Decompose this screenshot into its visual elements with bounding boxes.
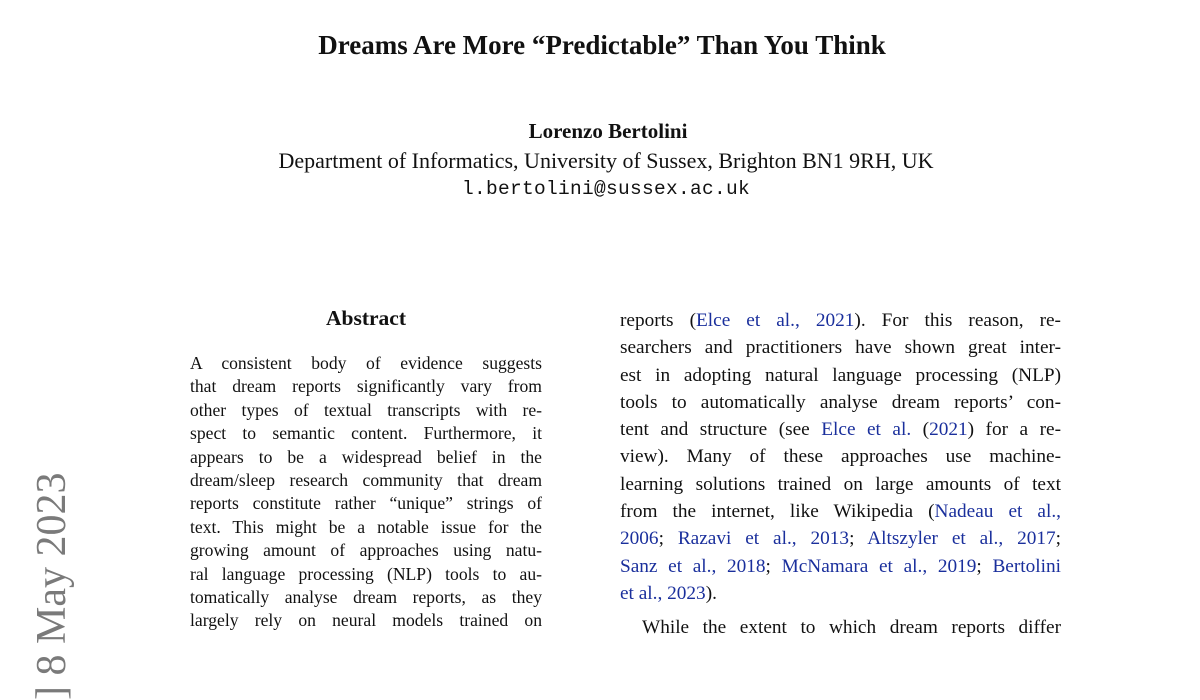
citation-link[interactable]: Nadeau et al., bbox=[934, 501, 1061, 523]
abstract-line: A consistent body of evidence suggests bbox=[190, 353, 542, 373]
abstract-line: ral language processing (NLP) tools to au- bbox=[190, 563, 542, 584]
text-line: learning solutions trained on large amounts of text bbox=[620, 473, 1061, 495]
citation-link[interactable]: Elce et al. bbox=[821, 419, 912, 441]
citation-link[interactable]: Altszyler et al., 2017 bbox=[867, 528, 1056, 550]
text-line: et al., 2023). bbox=[620, 582, 717, 604]
text-line: 2006; Razavi et al., 2013; Altszyler et al., 2017; bbox=[620, 528, 1061, 550]
abstract-line: reports constitute rather “unique” strings of bbox=[190, 493, 542, 514]
abstract-line: largely rely on neural models trained on bbox=[190, 610, 542, 631]
text-line: tent and structure (see Elce et al. (2021) for a re- bbox=[620, 419, 1061, 441]
abstract-line: growing amount of approaches using natu- bbox=[190, 540, 542, 561]
abstract-line: dream/sleep research community that dream bbox=[190, 470, 542, 491]
citation-link[interactable]: Bertolini bbox=[992, 555, 1061, 577]
text-line: searchers and practitioners have shown great inter- bbox=[620, 337, 1061, 359]
citation-link[interactable]: Elce et al., 2021 bbox=[696, 310, 855, 331]
citation-link[interactable]: 2021 bbox=[929, 419, 968, 441]
abstract-line: text. This might be a notable issue for the bbox=[190, 516, 542, 537]
text-line: view). Many of these approaches use machine- bbox=[620, 446, 1061, 468]
paper-title: Dreams Are More “Predictable” Than You Think bbox=[318, 30, 886, 60]
author-email[interactable]: l.bertolini@sussex.ac.uk bbox=[461, 178, 751, 200]
text-line: est in adopting natural language processing (NLP) bbox=[620, 364, 1061, 386]
citation-link[interactable]: Razavi et al., 2013 bbox=[677, 528, 850, 550]
citation-link[interactable]: Sanz et al., 2018 bbox=[620, 555, 766, 577]
text-line: While the extent to which dream reports differ bbox=[642, 617, 1061, 639]
citation-link[interactable]: 2006 bbox=[620, 528, 659, 550]
abstract-line: that dream reports significantly vary from bbox=[190, 376, 542, 397]
abstract-line: other types of textual transcripts with re- bbox=[190, 399, 542, 420]
arxiv-side-stamp: ] 8 May 2023 bbox=[29, 472, 75, 700]
text-line: tools to automatically analyse dream reports’ con- bbox=[620, 391, 1061, 413]
abstract-body bbox=[190, 352, 542, 633]
paragraph-gap bbox=[620, 607, 1061, 614]
author-affiliation: Department of Informatics, University of Sussex, Brighton BN1 9RH, UK bbox=[278, 148, 934, 173]
abstract-line: tomatically analyse dream reports, as they bbox=[190, 587, 542, 608]
text-line: from the internet, like Wikipedia (Nadeau et al., bbox=[620, 501, 1061, 523]
abstract-line: spect to semantic content. Furthermore, it bbox=[190, 423, 542, 444]
text-line: Sanz et al., 2018; McNamara et al., 2019; Bertolini bbox=[620, 555, 1061, 577]
right-column-text bbox=[620, 307, 1061, 642]
text-line: reports (Elce et al., 2021). For this reason, re- bbox=[620, 310, 1061, 331]
abstract-line: appears to be a widespread belief in the bbox=[190, 446, 542, 467]
citation-link[interactable]: McNamara et al., 2019 bbox=[781, 555, 977, 577]
citation-link[interactable]: et al., 2023 bbox=[620, 582, 706, 604]
abstract-heading: Abstract bbox=[325, 306, 406, 330]
author-name: Lorenzo Bertolini bbox=[528, 119, 688, 143]
